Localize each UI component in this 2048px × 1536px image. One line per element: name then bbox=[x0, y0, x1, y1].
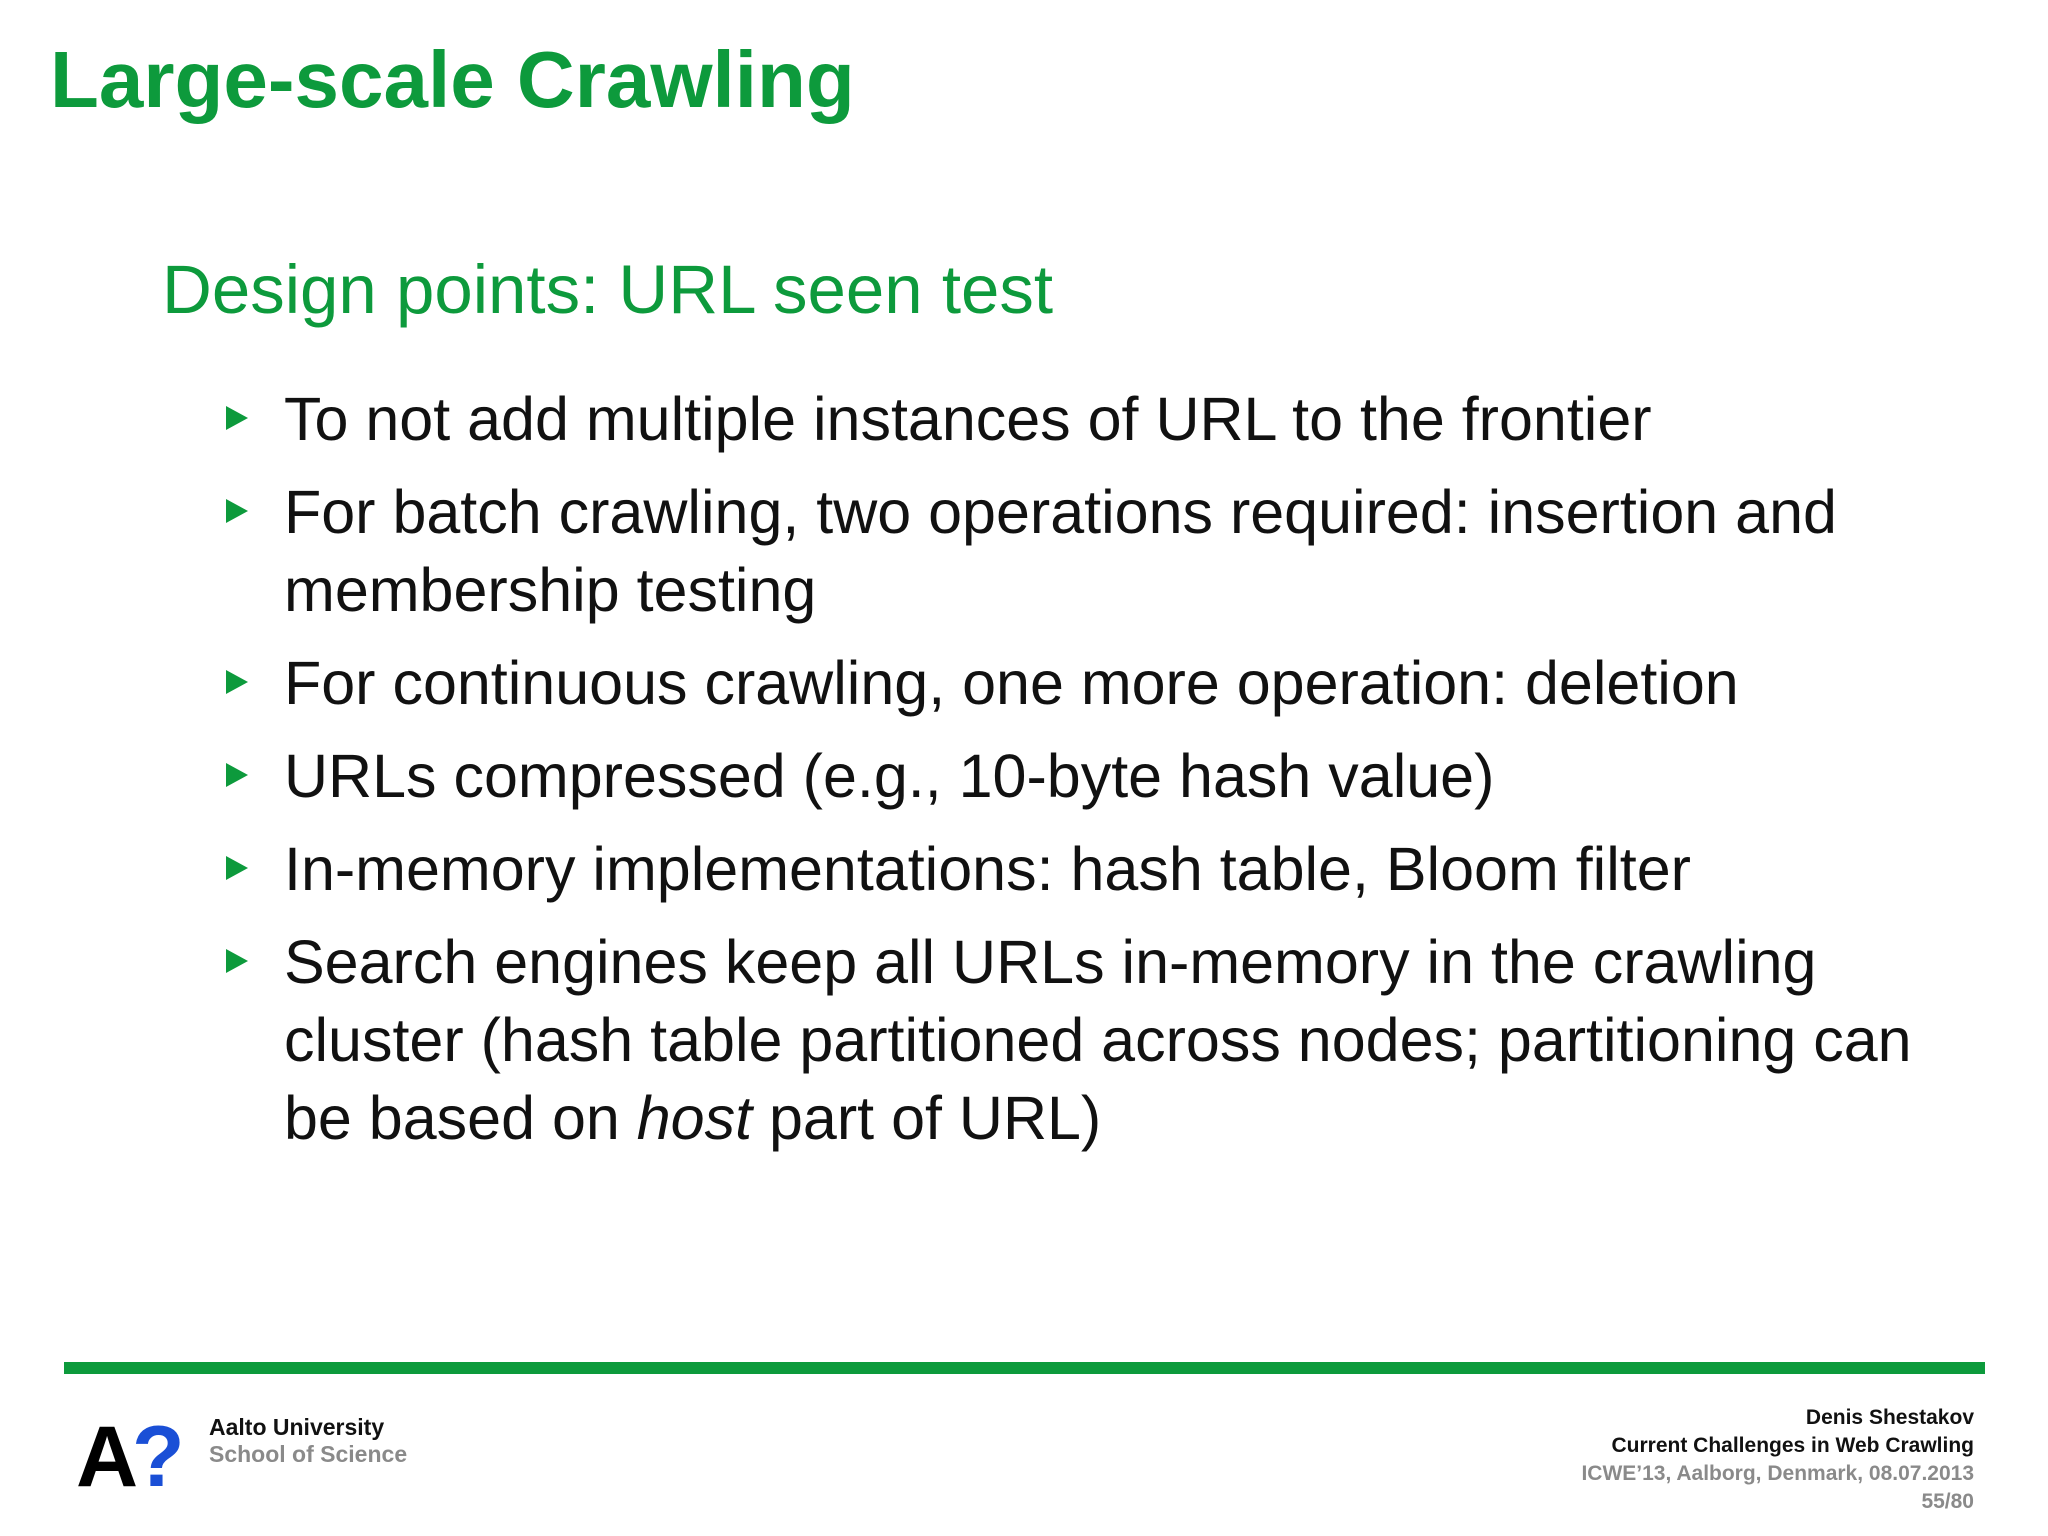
bullet-item bbox=[222, 737, 1922, 815]
bullet-item bbox=[222, 830, 1922, 908]
emphasized-term: host bbox=[636, 1084, 753, 1152]
triangle-bullet-icon bbox=[226, 763, 248, 787]
bullet-text: To not add multiple instances of URL to the frontier bbox=[284, 385, 1652, 453]
section-heading: Design points: URL seen test bbox=[162, 251, 1054, 328]
venue-date: ICWE’13, Aalborg, Denmark, 08.07.2013 bbox=[1581, 1462, 1974, 1485]
bullet-item bbox=[222, 923, 1922, 1157]
bullet-text: URLs compressed (e.g., 10-byte hash value) bbox=[284, 742, 1495, 810]
slide-title: Large-scale Crawling bbox=[50, 35, 855, 124]
bullet-text-part: part of URL) bbox=[752, 1084, 1102, 1152]
bullet-item bbox=[222, 644, 1922, 722]
bullet-text: For batch crawling, two operations required: insertion and membership testing bbox=[284, 478, 1837, 624]
footer-divider bbox=[64, 1362, 1985, 1374]
triangle-bullet-icon bbox=[226, 406, 248, 430]
bullet-item bbox=[222, 473, 1922, 629]
organization-block bbox=[209, 1414, 407, 1468]
bullet-text-part: Search engines keep all URLs in-memory in the crawling cluster (hash table partitioned across nodes; partitioning can be based on bbox=[284, 928, 1912, 1152]
bullet-text bbox=[284, 928, 1912, 1152]
school-name: School of Science bbox=[209, 1441, 408, 1467]
university-name: Aalto University bbox=[209, 1414, 385, 1440]
triangle-bullet-icon bbox=[226, 670, 248, 694]
footer-meta bbox=[1581, 1404, 1974, 1516]
svg-text:A: A bbox=[76, 1414, 139, 1489]
author-name: Denis Shestakov bbox=[1805, 1406, 1974, 1429]
bullet-item bbox=[222, 380, 1922, 458]
triangle-bullet-icon bbox=[226, 499, 248, 523]
triangle-bullet-icon bbox=[226, 856, 248, 880]
bullet-list bbox=[222, 380, 1922, 1172]
aalto-logo-icon bbox=[76, 1414, 196, 1489]
bullet-text: For continuous crawling, one more operation: deletion bbox=[284, 649, 1739, 717]
svg-text:?: ? bbox=[132, 1414, 185, 1489]
talk-title: Current Challenges in Web Crawling bbox=[1611, 1434, 1974, 1457]
triangle-bullet-icon bbox=[226, 949, 248, 973]
bullet-text: In-memory implementations: hash table, Bloom filter bbox=[284, 835, 1691, 903]
page-number: 55/80 bbox=[1921, 1490, 1974, 1513]
